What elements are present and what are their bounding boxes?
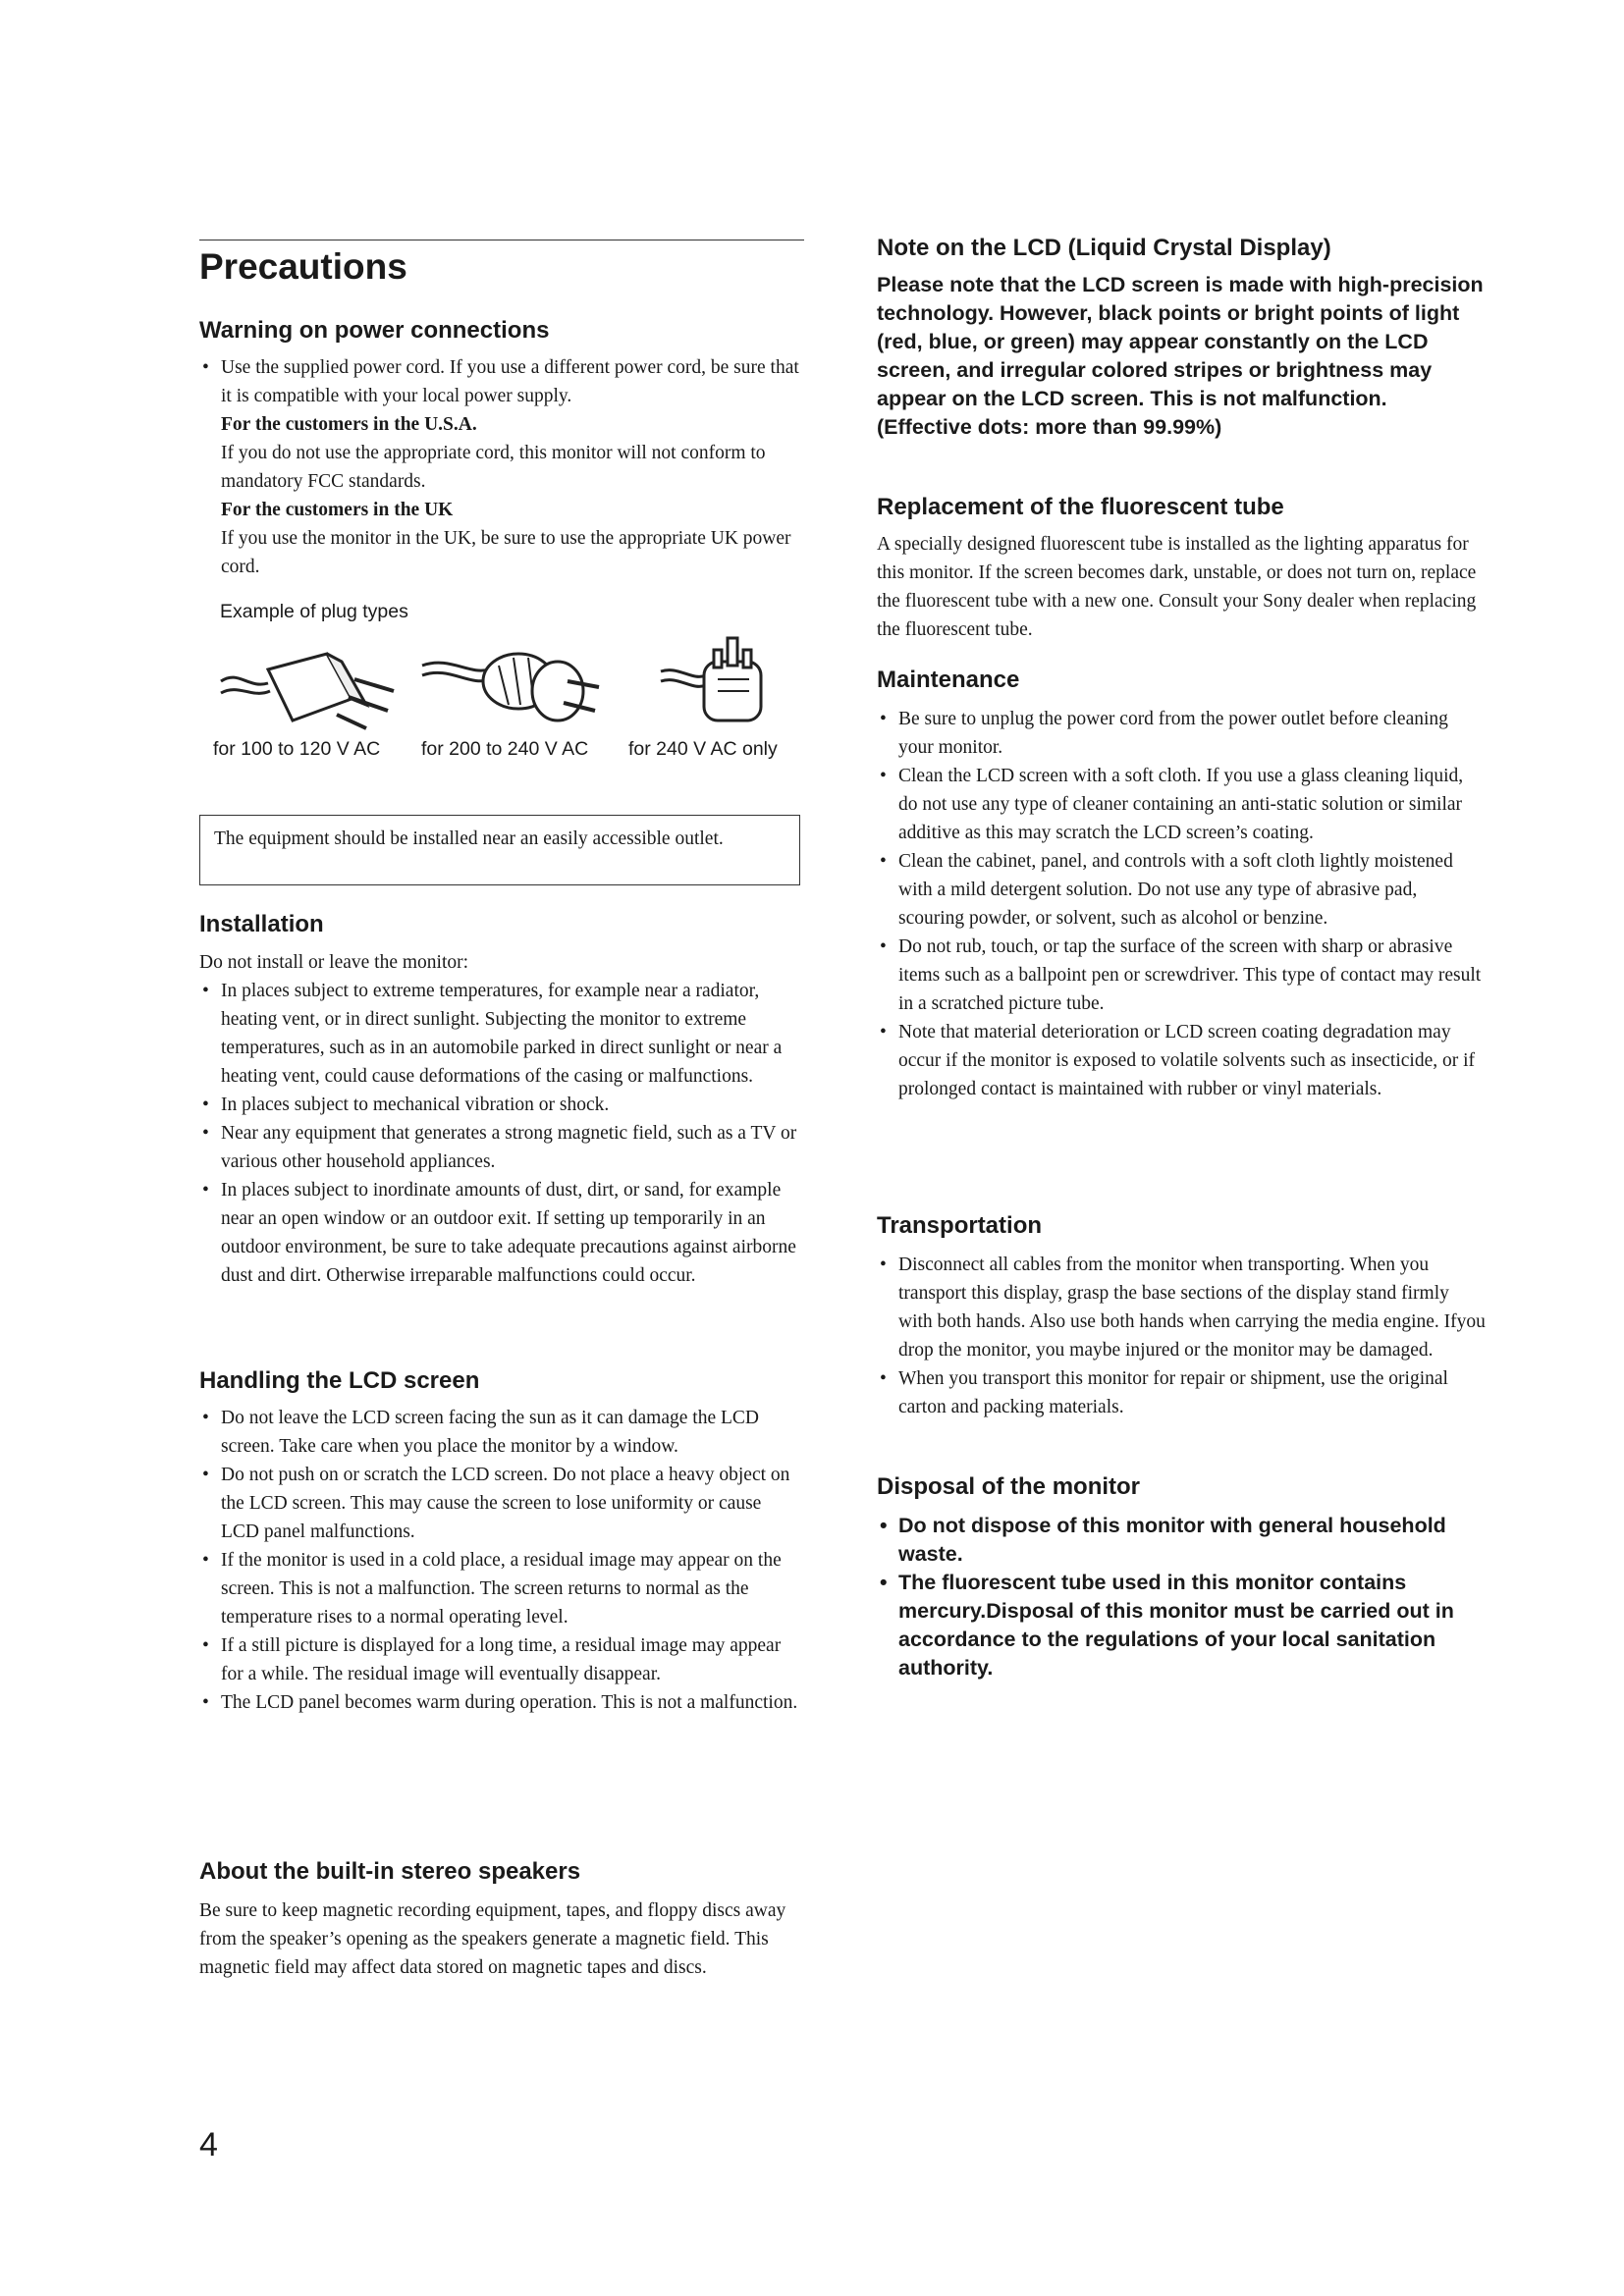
plug-caption-eu: for 200 to 240 V AC — [421, 738, 589, 760]
lcd-section — [199, 1404, 804, 1717]
installation-item: • In places subject to mechanical vibration or shock. — [199, 1091, 804, 1119]
tube-section — [877, 530, 1486, 644]
maintenance-item: • Note that material deterioration or LCD screen coating degradation may occur if the monitor is exposed to volatile solvents such as insecticide, or if prolonged contact is maintained with rubber or vinyl materials. — [877, 1018, 1486, 1103]
power-bullet: • Use the supplied power cord. If you use a different power cord, be sure that it is compatible with your local power supply. — [199, 353, 804, 410]
heading-disposal: Disposal of the monitor — [877, 1473, 1141, 1500]
heading-maintenance: Maintenance — [877, 667, 1020, 693]
uk-label: For the customers in the UK — [221, 500, 454, 520]
heading-power: Warning on power connections — [199, 317, 550, 344]
installation-section — [199, 948, 804, 1290]
page-number: 4 — [199, 2126, 218, 2163]
heading-speakers: About the built-in stereo speakers — [199, 1858, 581, 1885]
disposal-item: • The fluorescent tube used in this monitor contains mercury.Disposal of this monitor must be carried out in accordance to the regulations of your local sanitation authority. — [877, 1569, 1486, 1682]
lcd-item: • Do not push on or scratch the LCD screen. Do not place a heavy object on the LCD screen. This may cause the screen to lose uniformity or cause LCD panel malfunctions. — [199, 1461, 804, 1546]
usa-text: If you do not use the appropriate cord, this monitor will not conform to mandatory FCC standards. — [221, 443, 766, 492]
speakers-text: Be sure to keep magnetic recording equipment, tapes, and floppy discs away from the speaker’s opening as the speakers generate a magnetic field. This magnetic field may affect data stored on magnetic tapes and discs. — [199, 1900, 786, 1978]
lcd-item: • The LCD panel becomes warm during operation. This is not a malfunction. — [199, 1688, 804, 1717]
power-section — [199, 353, 804, 581]
page-title: Precautions — [199, 246, 407, 287]
disposal-section — [877, 1512, 1486, 1682]
heading-installation: Installation — [199, 911, 324, 937]
heading-lcd-note: Note on the LCD (Liquid Crystal Display) — [877, 235, 1331, 261]
heading-tube: Replacement of the fluorescent tube — [877, 494, 1284, 520]
speakers-section — [199, 1896, 804, 1982]
lcd-item: • If a still picture is displayed for a long time, a residual image may appear for a while. The residual image will eventually disappear. — [199, 1631, 804, 1688]
plug-us-icon — [219, 640, 406, 734]
plug-example-label: Example of plug types — [220, 601, 408, 622]
tube-text: A specially designed fluorescent tube is installed as the lighting apparatus for this monitor. If the screen becomes dark, unstable, or does not turn on, replace the fluorescent tube with a new one. Consult your Sony dealer when replacing the fluorescent tube. — [877, 534, 1477, 640]
maintenance-item: • Clean the cabinet, panel, and controls with a soft cloth lightly moistened with a mild detergent solution. Do not use any type of abrasive pad, scouring powder, or solvent, such as alcohol or benzine. — [877, 847, 1486, 933]
disposal-item: • Do not dispose of this monitor with general household waste. — [877, 1512, 1486, 1569]
installation-item: • In places subject to inordinate amounts of dust, dirt, or sand, for example near an open window or an outdoor exit. If setting up temporarily in an outdoor environment, be sure to take adequate precautions against airborne dust and dirt. Otherwise irreparable malfunctions could occur. — [199, 1176, 804, 1290]
transport-item: • When you transport this monitor for repair or shipment, use the original carton and packing materials. — [877, 1364, 1486, 1421]
usa-label: For the customers in the U.S.A. — [221, 414, 477, 435]
transport-item: • Disconnect all cables from the monitor when transporting. When you transport this display, grasp the base sections of the display stand firmly with both hands. Also use both hands when carrying the media engine. Ifyou drop the monitor, you maybe injured or the monitor may be damaged. — [877, 1251, 1486, 1364]
maintenance-item: • Be sure to unplug the power cord from the power outlet before cleaning your monitor. — [877, 705, 1486, 762]
installation-intro: Do not install or leave the monitor: — [199, 952, 469, 973]
notice-box — [199, 815, 800, 885]
installation-item: • In places subject to extreme temperatures, for example near a radiator, heating vent, or in direct sunlight. Subjecting the monitor to extreme temperatures, such as in an automobile parked in direct sunlight or near a heating vent, could cause deformations of the casing or malfunctions. — [199, 977, 804, 1091]
maintenance-item: • Do not rub, touch, or tap the surface of the screen with sharp or abrasive items such as a ballpoint pen or screwdriver. This type of contact may result in a scratched picture tube. — [877, 933, 1486, 1018]
notice-text: The equipment should be installed near an easily accessible outlet. — [214, 828, 724, 849]
plug-eu-icon — [420, 636, 607, 734]
heading-transport: Transportation — [877, 1212, 1043, 1239]
lcd-item: • If the monitor is used in a cold place, a residual image may appear on the screen. This is not a malfunction. The screen returns to normal as the temperature rises to a normal operating level. — [199, 1546, 804, 1631]
uk-text: If you use the monitor in the UK, be sure to use the appropriate UK power cord. — [221, 528, 791, 577]
lcd-note-section — [877, 271, 1486, 442]
plug-caption-uk: for 240 V AC only — [628, 738, 778, 760]
transport-section — [877, 1251, 1486, 1421]
plug-uk-icon — [659, 632, 777, 734]
maintenance-section — [877, 705, 1486, 1103]
lcd-note-text: Please note that the LCD screen is made with high-precision technology. However, black points or bright points of light (red, blue, or green) may appear constantly on the LCD screen, and irregular colored stripes or brightness may appear on the LCD screen. This is not malfunction. (Effective dots: more than 99.99%) — [877, 273, 1484, 439]
maintenance-item: • Clean the LCD screen with a soft cloth. If you use a glass cleaning liquid, do not use any type of cleaner containing an anti-static solution or similar additive as this may scratch the LCD screen’s coating. — [877, 762, 1486, 847]
installation-item: • Near any equipment that generates a strong magnetic field, such as a TV or various other household appliances. — [199, 1119, 804, 1176]
lcd-item: • Do not leave the LCD screen facing the sun as it can damage the LCD screen. Take care when you place the monitor by a window. — [199, 1404, 804, 1461]
heading-lcd: Handling the LCD screen — [199, 1367, 480, 1394]
plug-caption-us: for 100 to 120 V AC — [213, 738, 381, 760]
